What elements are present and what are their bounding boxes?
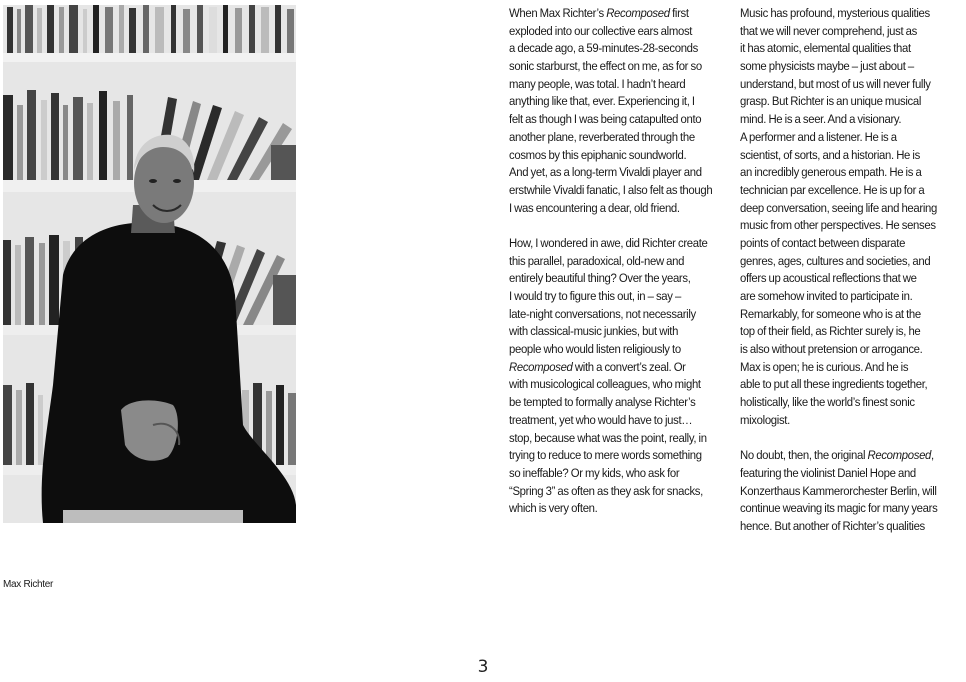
text-line [740, 376, 937, 394]
text-line [509, 147, 712, 165]
text-line [740, 270, 937, 288]
text-line [740, 447, 937, 465]
text-line [740, 483, 937, 501]
text-line-segment: be tempted to formally analyse Richter’s [509, 395, 696, 410]
text-line-segment: able to put all these ingredients together, [740, 377, 928, 392]
text-line-segment: featuring the violinist Daniel Hope and [740, 465, 916, 480]
text-line-segment: is also without pretension or arrogance. [740, 342, 923, 357]
text-line [509, 58, 712, 76]
text-line [740, 147, 937, 165]
page-number: 3 [477, 657, 489, 677]
text-line [740, 518, 937, 536]
text-line [740, 465, 937, 483]
text-line-segment: first [669, 6, 689, 20]
text-line [740, 359, 937, 377]
text-line-segment: And yet, as a long-term Vivaldi player and [509, 165, 702, 180]
text-line-segment: When Max Richter’s [509, 6, 607, 20]
text-line [740, 412, 937, 430]
text-line [509, 253, 712, 271]
text-line [740, 500, 937, 518]
text-line [509, 306, 712, 324]
text-line [740, 164, 937, 182]
text-line [509, 182, 712, 200]
text-line-segment: Konzerthaus Kammerorchester Berlin, will [740, 483, 937, 498]
text-line-segment: continue weaving its magic for many years [740, 501, 938, 516]
text-line-segment: understand, but most of us will never fully [740, 76, 931, 91]
text-line [740, 217, 937, 235]
text-line-segment: I would try to figure this out, in – say – [509, 289, 681, 303]
text-line-segment: deep conversation, seeing life and hearing [740, 200, 938, 215]
text-line-segment: genres, ages, cultures and societies, and [740, 253, 931, 268]
text-line-segment: anything like that, ever. Experiencing it, I [509, 94, 695, 109]
text-line [740, 23, 937, 41]
text-line [509, 93, 712, 111]
text-line [740, 93, 937, 111]
text-line-segment: with classical-music junkies, but with [509, 324, 679, 339]
text-line-segment: stop, because what was the point, really, in [509, 430, 707, 445]
text-line-segment: music from other perspectives. He senses [740, 218, 936, 233]
text-line [740, 76, 937, 94]
text-line-segment: late-night conversations, not necessarily [509, 306, 696, 321]
photo-caption: Max Richter [3, 579, 54, 590]
text-column-left [509, 5, 712, 518]
text-line [740, 200, 937, 218]
text-line [740, 40, 937, 58]
text-line [509, 465, 712, 483]
text-line-segment: sonic starburst, the effect on me, as for so [509, 59, 702, 74]
text-line [509, 412, 712, 430]
text-line-segment: hence. But another of Richter’s qualities [740, 518, 925, 533]
text-line [509, 323, 712, 341]
text-line-segment: top of their field, as Richter surely is, he [740, 324, 921, 339]
text-line-segment: this parallel, paradoxical, old-new and [509, 253, 685, 268]
text-line-segment: offers up acoustical reflections that we [740, 271, 917, 286]
text-line-segment: No doubt, then, the original [740, 448, 868, 463]
text-line-segment: cosmos by this epiphanic soundworld. [509, 147, 687, 162]
text-line-segment: treatment, yet who would have to just… [509, 412, 693, 427]
text-line [509, 164, 712, 182]
text-line-segment: A performer and a listener. He is a [740, 129, 897, 144]
portrait-photo-drawing [3, 5, 296, 523]
text-line [740, 235, 937, 253]
text-line [509, 394, 712, 412]
text-line-segment: “Spring 3” as often as they ask for snacks, [509, 483, 703, 498]
text-line-segment: trying to reduce to mere words something [509, 448, 702, 463]
text-line-segment: it has atomic, elemental qualities that [740, 41, 911, 56]
text-line [740, 288, 937, 306]
text-line-segment: are somehow invited to participate in. [740, 289, 913, 303]
text-line-segment: entirely beautiful thing? Over the years, [509, 271, 691, 286]
text-line-segment: mixologist. [740, 412, 790, 427]
text-line-segment: some physicists maybe – just about – [740, 59, 914, 74]
text-line-segment: points of contact between disparate [740, 235, 906, 250]
text-line-segment: grasp. But Richter is an unique musical [740, 94, 922, 109]
text-line [509, 129, 712, 147]
text-line-segment: many people, was total. I hadn’t heard [509, 76, 686, 91]
text-line [740, 341, 937, 359]
text-line-segment: I was encountering a dear, old friend. [509, 200, 680, 215]
italic-title: Recomposed [509, 359, 573, 374]
text-line-segment: an incredibly generous empath. He is a [740, 165, 922, 180]
text-line [509, 447, 712, 465]
text-line [740, 306, 937, 324]
text-line [509, 376, 712, 394]
italic-title: Recomposed [867, 448, 932, 463]
text-line [740, 394, 937, 412]
text-line [740, 111, 937, 129]
text-line [509, 5, 712, 23]
text-line-segment: a decade ago, a 59-minutes-28-seconds [509, 41, 698, 56]
text-line [509, 40, 712, 58]
text-column-right [740, 5, 937, 536]
text-line [509, 111, 712, 129]
text-line-segment: so ineffable? Or my kids, who ask for [509, 465, 680, 480]
text-line [509, 500, 712, 518]
text-line [740, 58, 937, 76]
text-line [509, 270, 712, 288]
text-line-segment: mind. He is a seer. And a visionary. [740, 112, 902, 127]
text-line [509, 200, 712, 218]
paragraph-gap [740, 430, 937, 448]
text-line-segment: that we will never comprehend, just as [740, 23, 917, 38]
text-line-segment: Music has profound, mysterious qualities [740, 6, 930, 20]
text-line [509, 483, 712, 501]
portrait-photo [3, 5, 296, 523]
text-line [509, 430, 712, 448]
text-line-segment: people who would listen religiously to [509, 342, 681, 357]
text-line [509, 288, 712, 306]
text-line [740, 5, 937, 23]
text-line [509, 23, 712, 41]
text-line-segment: which is very often. [509, 501, 598, 516]
text-line-segment: Max is open; he is curious. And he is [740, 359, 909, 374]
text-line-segment: scientist, of sorts, and a historian. He is [740, 147, 920, 162]
text-line-segment: with musicological colleagues, who might [509, 377, 701, 392]
text-line [509, 235, 712, 253]
text-line-segment: another plane, reverberated through the [509, 129, 695, 144]
text-line [740, 253, 937, 271]
text-line [740, 129, 937, 147]
text-line-segment: exploded into our collective ears almost [509, 23, 693, 38]
text-line [740, 323, 937, 341]
text-line-segment: , [931, 448, 934, 463]
text-line [509, 76, 712, 94]
text-line-segment: Remarkably, for someone who is at the [740, 306, 921, 321]
text-line-segment: erstwhile Vivaldi fanatic, I also felt as though [509, 182, 713, 197]
text-line-segment: holistically, like the world’s finest sonic [740, 395, 915, 410]
text-line-segment: with a convert’s zeal. Or [572, 359, 686, 374]
text-line [740, 182, 937, 200]
text-line [509, 359, 712, 377]
text-line-segment: How, I wondered in awe, did Richter create [509, 235, 708, 250]
paragraph-gap [509, 217, 712, 235]
text-line-segment: technician par excellence. He is up for a [740, 182, 925, 197]
text-line-segment: felt as though I was being catapulted onto [509, 112, 702, 127]
italic-title: Recomposed [606, 6, 670, 20]
text-line [509, 341, 712, 359]
